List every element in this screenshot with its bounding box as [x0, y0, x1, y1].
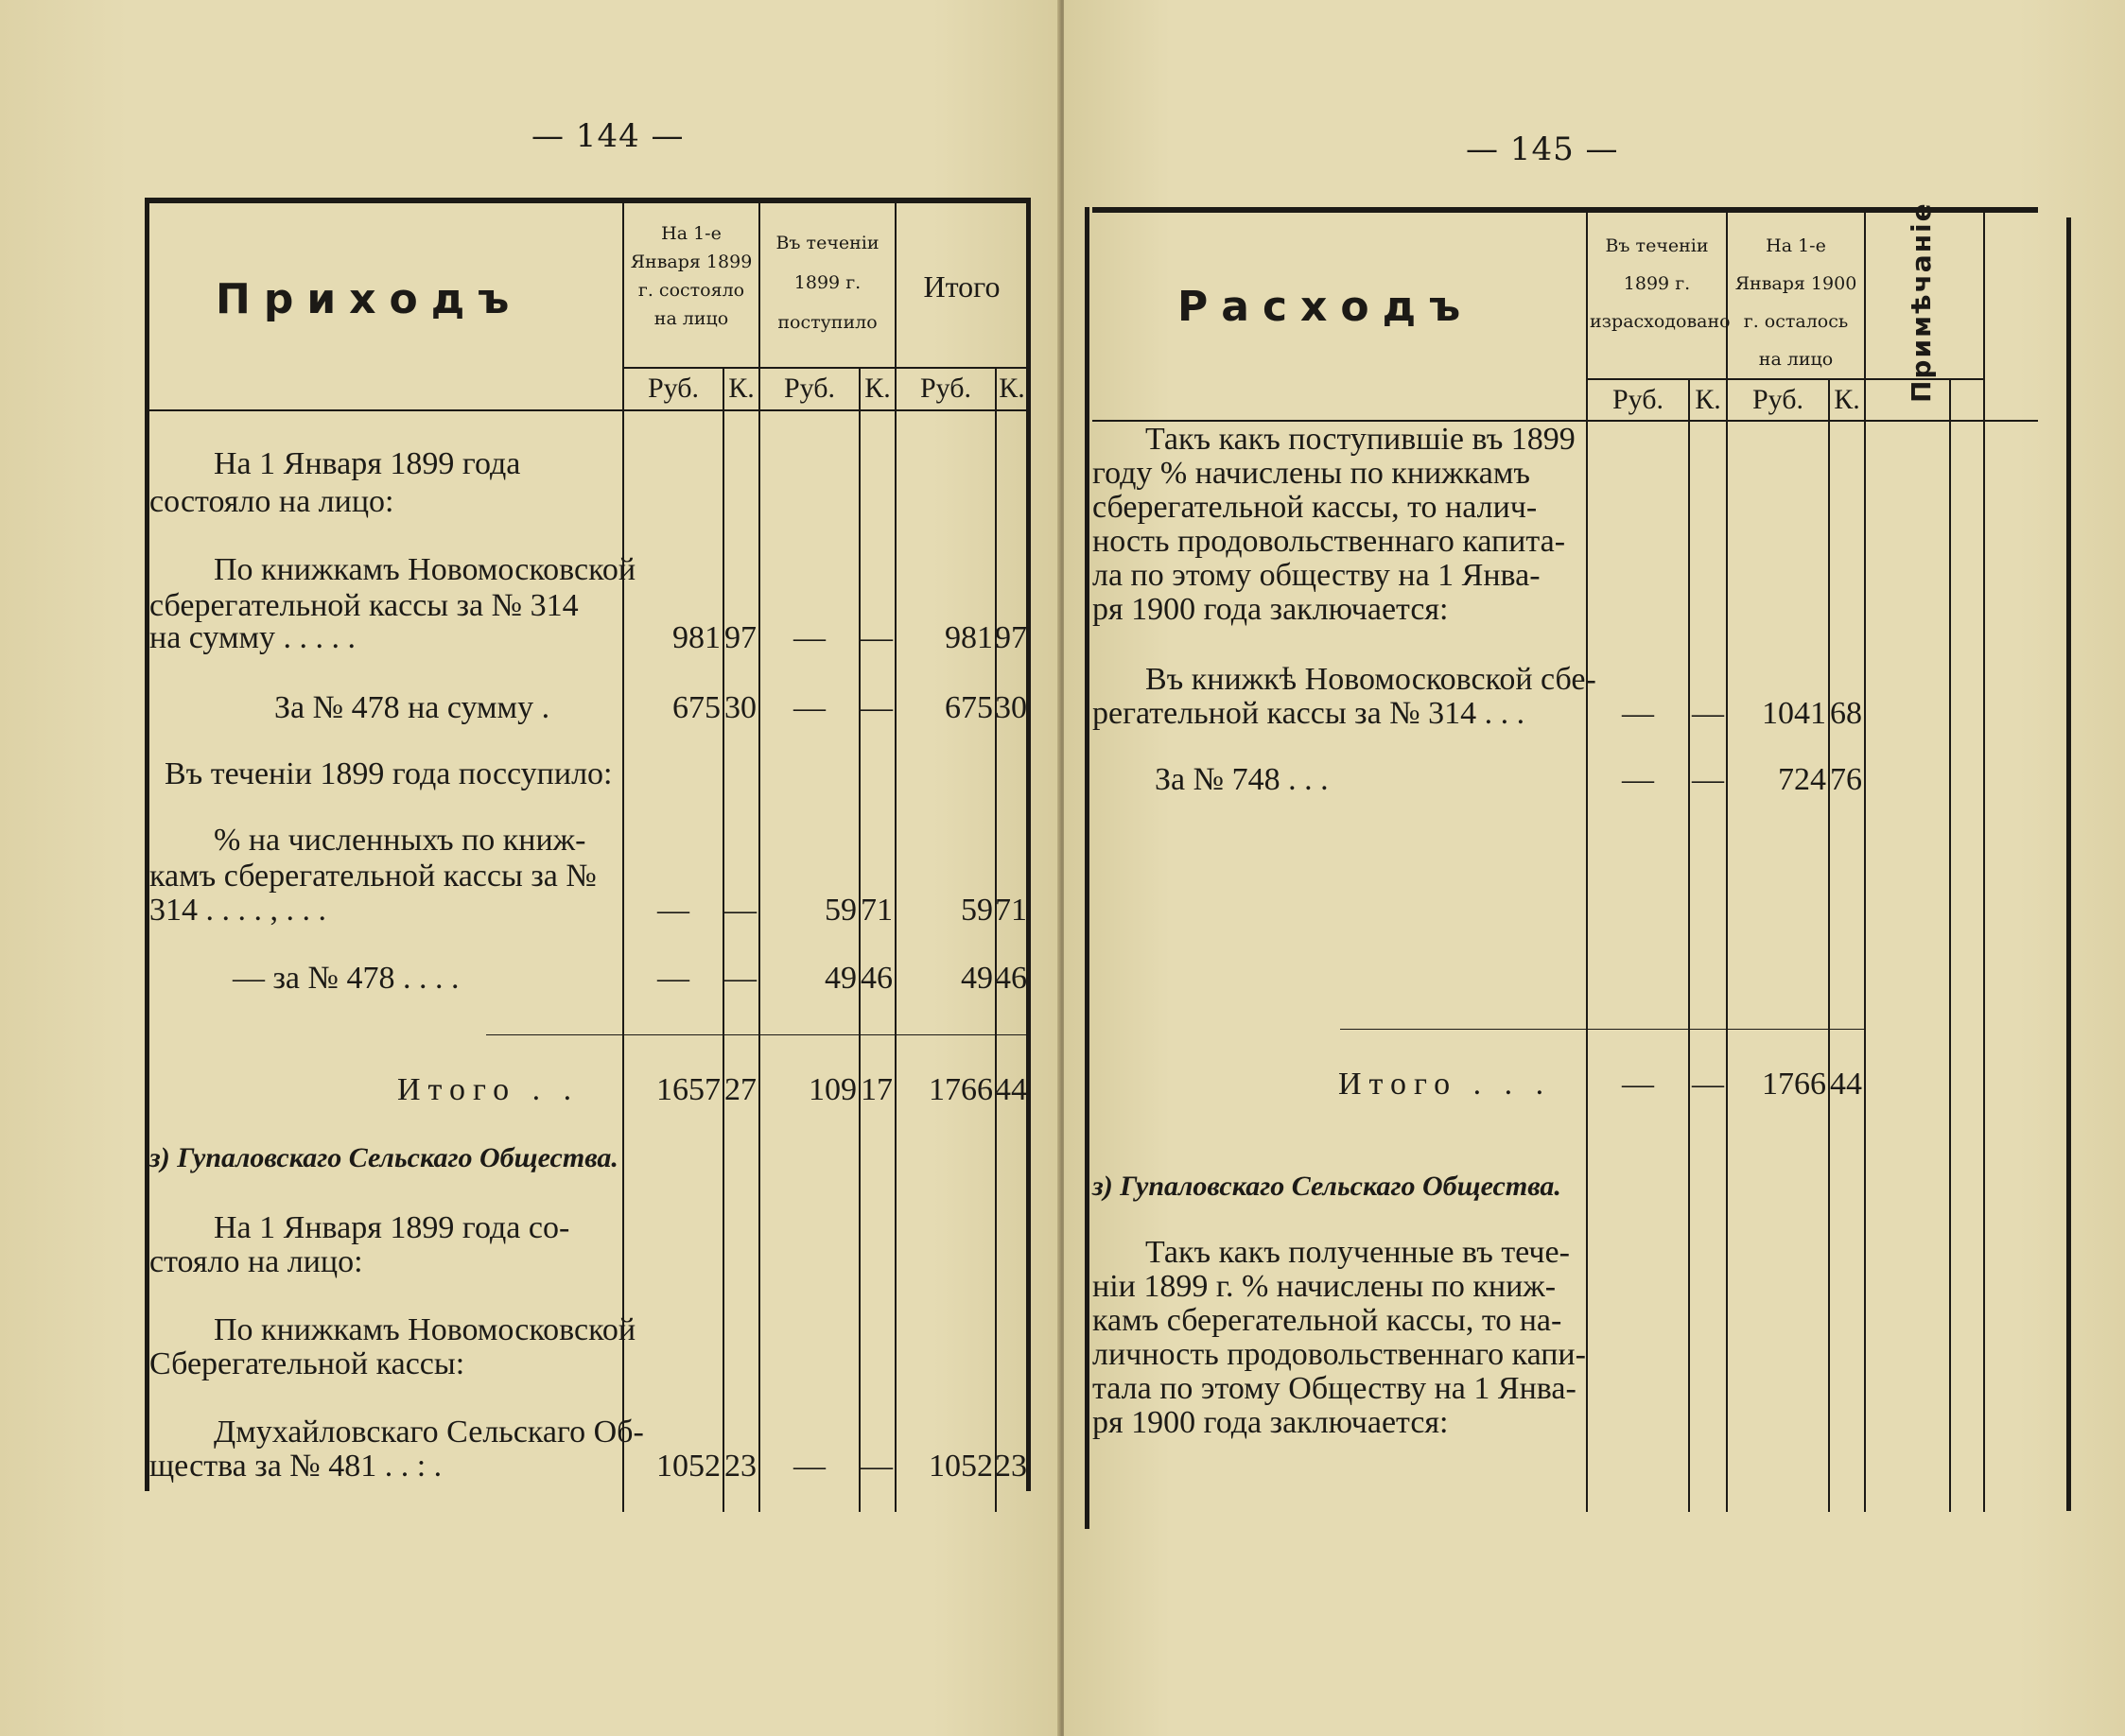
- table-left-border: [1085, 207, 1089, 1529]
- amount-rub: —: [793, 690, 826, 725]
- column-header: Примѣчаніе: [1906, 201, 1937, 403]
- row-text: ніи 1899 г. % начислены по книж-: [1092, 1269, 1557, 1304]
- header-bottom-rule: [148, 409, 1029, 411]
- amount-kop: 97: [724, 620, 757, 655]
- row-text: 314 . . . . , . . .: [149, 893, 326, 928]
- amount-rub: 1052: [656, 1449, 721, 1484]
- amount-rub: —: [793, 620, 826, 655]
- amount-kop: 97: [995, 620, 1027, 655]
- kop-divider: [859, 367, 861, 1512]
- table-top-rule: [148, 198, 1029, 203]
- amount-rub: —: [1622, 696, 1654, 731]
- kop-divider: [995, 367, 997, 1512]
- row-text: ря 1900 года заключается:: [1092, 1405, 1449, 1440]
- col-divider: [1983, 207, 1985, 1512]
- amount-kop: 23: [724, 1449, 757, 1484]
- total-rub: —: [1622, 1067, 1654, 1102]
- amount-rub: 1052: [929, 1449, 993, 1484]
- kop-divider: [723, 367, 724, 1512]
- column-header: На 1-е Января 1900 г. осталось на лицо: [1734, 235, 1857, 370]
- amount-kop: 76: [1830, 762, 1862, 797]
- row-text: сберегательной кассы за № 314: [149, 588, 579, 623]
- amount-kop: 71: [995, 893, 1027, 928]
- row-text: За № 478 на сумму .: [274, 690, 550, 725]
- amount-rub: —: [657, 893, 689, 928]
- amount-rub: 59: [825, 893, 857, 928]
- total-kop: 44: [1830, 1067, 1862, 1102]
- row-text: ря 1900 года заключается:: [1092, 592, 1449, 627]
- total-kop: —: [1692, 1067, 1724, 1102]
- amount-rub: 675: [672, 690, 721, 725]
- amount-kop: 30: [724, 690, 757, 725]
- table-top-rule: [1092, 207, 2038, 213]
- row-text: году % начислены по книжкамъ: [1092, 456, 1530, 491]
- column-header: На 1-е Января 1899 г. состояло на лицо: [630, 223, 753, 329]
- amount-kop: 68: [1830, 696, 1862, 731]
- amount-kop: —: [1692, 696, 1724, 731]
- right-page: [1064, 0, 2125, 1736]
- page-number: — 145 —: [1466, 130, 1619, 168]
- row-text: На 1 Января 1899 года со-: [214, 1210, 570, 1245]
- row-text: Дмухайловскаго Сельскаго Об-: [214, 1415, 644, 1450]
- total-label: Итого . . .: [1338, 1067, 1552, 1102]
- row-text: За № 748 . . .: [1155, 762, 1329, 797]
- row-text: ность продовольственнаго капита-: [1092, 524, 1566, 559]
- row-text: камъ сберегательной кассы, то на-: [1092, 1303, 1562, 1338]
- total-kop: 44: [995, 1072, 1027, 1107]
- total-kop: 27: [724, 1072, 757, 1107]
- amount-rub: 49: [961, 961, 993, 996]
- row-text: Въ теченіи 1899 года поссупило:: [165, 756, 613, 791]
- total-rub: 1766: [929, 1072, 993, 1107]
- amount-rub: 1041: [1762, 696, 1826, 731]
- amount-kop: 23: [995, 1449, 1027, 1484]
- unit-label: К.: [728, 373, 755, 404]
- row-text: регательной кассы за № 314 . . .: [1092, 696, 1525, 731]
- unit-label: К.: [999, 373, 1025, 404]
- row-text: щества за № 481 . . : .: [149, 1449, 443, 1484]
- amount-kop: —: [1692, 762, 1724, 797]
- unit-label: Руб.: [783, 373, 836, 404]
- sum-rule: [486, 1034, 1027, 1035]
- total-rub: 1657: [656, 1072, 721, 1107]
- section-title: Приходъ: [216, 275, 523, 323]
- row-text: тала по этому Обществу на 1 Янва-: [1092, 1371, 1576, 1406]
- amount-rub: —: [657, 961, 689, 996]
- amount-rub: 981: [672, 620, 721, 655]
- kop-divider: [1949, 378, 1951, 1512]
- row-text: % на численныхъ по книж-: [214, 823, 586, 858]
- amount-rub: 49: [825, 961, 857, 996]
- row-text: Такъ какъ полученные въ тече-: [1145, 1235, 1570, 1270]
- amount-rub: 675: [945, 690, 993, 725]
- col-divider: [1586, 207, 1588, 1512]
- col-divider: [1726, 207, 1728, 1512]
- unit-label: Руб.: [1611, 384, 1664, 415]
- row-text: По книжкамъ Новомосковской: [214, 1312, 636, 1347]
- total-label: Итого . .: [397, 1072, 580, 1107]
- total-rub: 109: [809, 1072, 857, 1107]
- amount-kop: —: [724, 961, 757, 996]
- row-text: сберегательной кассы, то налич-: [1092, 490, 1538, 525]
- amount-rub: 59: [961, 893, 993, 928]
- row-text: ла по этому обществу на 1 Янва-: [1092, 558, 1541, 593]
- amount-rub: —: [793, 1449, 826, 1484]
- row-text: стояло на лицо:: [149, 1244, 363, 1279]
- column-header: Въ теченіи 1899 г. поступило: [775, 233, 880, 333]
- unit-label: К.: [1834, 384, 1860, 415]
- amount-rub: 724: [1778, 762, 1826, 797]
- left-page: [0, 0, 1061, 1736]
- amount-kop: 30: [995, 690, 1027, 725]
- amount-kop: —: [861, 690, 893, 725]
- col-divider: [1864, 207, 1866, 1512]
- column-header: Въ теченіи 1899 г. израсходовано: [1590, 235, 1731, 332]
- row-text: состояло на лицо:: [149, 484, 394, 519]
- amount-kop: 46: [861, 961, 893, 996]
- amount-kop: 71: [861, 893, 893, 928]
- row-text: Въ книжкѣ Новомосковской сбе-: [1145, 662, 1596, 697]
- unit-label: Руб.: [1751, 384, 1804, 415]
- unit-label: К.: [864, 373, 891, 404]
- row-text: На 1 Января 1899 года: [214, 446, 521, 481]
- row-text: камъ сберегательной кассы за №: [149, 859, 597, 894]
- col-divider: [758, 198, 760, 1512]
- col-divider: [895, 198, 897, 1512]
- table-left-border: [145, 198, 149, 1491]
- unit-label: К.: [1695, 384, 1721, 415]
- section-heading: з) Гупаловскаго Сельскаго Общества.: [149, 1142, 618, 1173]
- row-text: на сумму . . . . .: [149, 620, 357, 655]
- total-kop: 17: [861, 1072, 893, 1107]
- section-title: Расходъ: [1177, 283, 1474, 331]
- row-text: личность продовольственнаго капи-: [1092, 1337, 1586, 1372]
- unit-label: Руб.: [647, 373, 700, 404]
- sum-rule: [1340, 1029, 1864, 1030]
- amount-kop: —: [861, 1449, 893, 1484]
- page-number: — 144 —: [531, 117, 685, 155]
- unit-label: Руб.: [919, 373, 972, 404]
- section-heading: з) Гупаловскаго Сельскаго Общества.: [1092, 1171, 1561, 1202]
- amount-kop: —: [861, 620, 893, 655]
- amount-kop: 46: [995, 961, 1027, 996]
- amount-rub: 981: [945, 620, 993, 655]
- total-rub: 1766: [1762, 1067, 1826, 1102]
- header-sub-rule: [622, 367, 1029, 369]
- kop-divider: [1688, 378, 1690, 1512]
- row-text: Такъ какъ поступившіе въ 1899: [1145, 422, 1576, 457]
- row-text: — за № 478 . . . .: [233, 961, 460, 996]
- amount-kop: —: [724, 893, 757, 928]
- kop-divider: [1828, 378, 1830, 1512]
- row-text: Сберегательной кассы:: [149, 1346, 465, 1381]
- column-header: Итого: [923, 269, 1001, 304]
- row-text: По книжкамъ Новомосковской: [214, 552, 636, 587]
- amount-rub: —: [1622, 762, 1654, 797]
- table-right-border: [2066, 217, 2071, 1511]
